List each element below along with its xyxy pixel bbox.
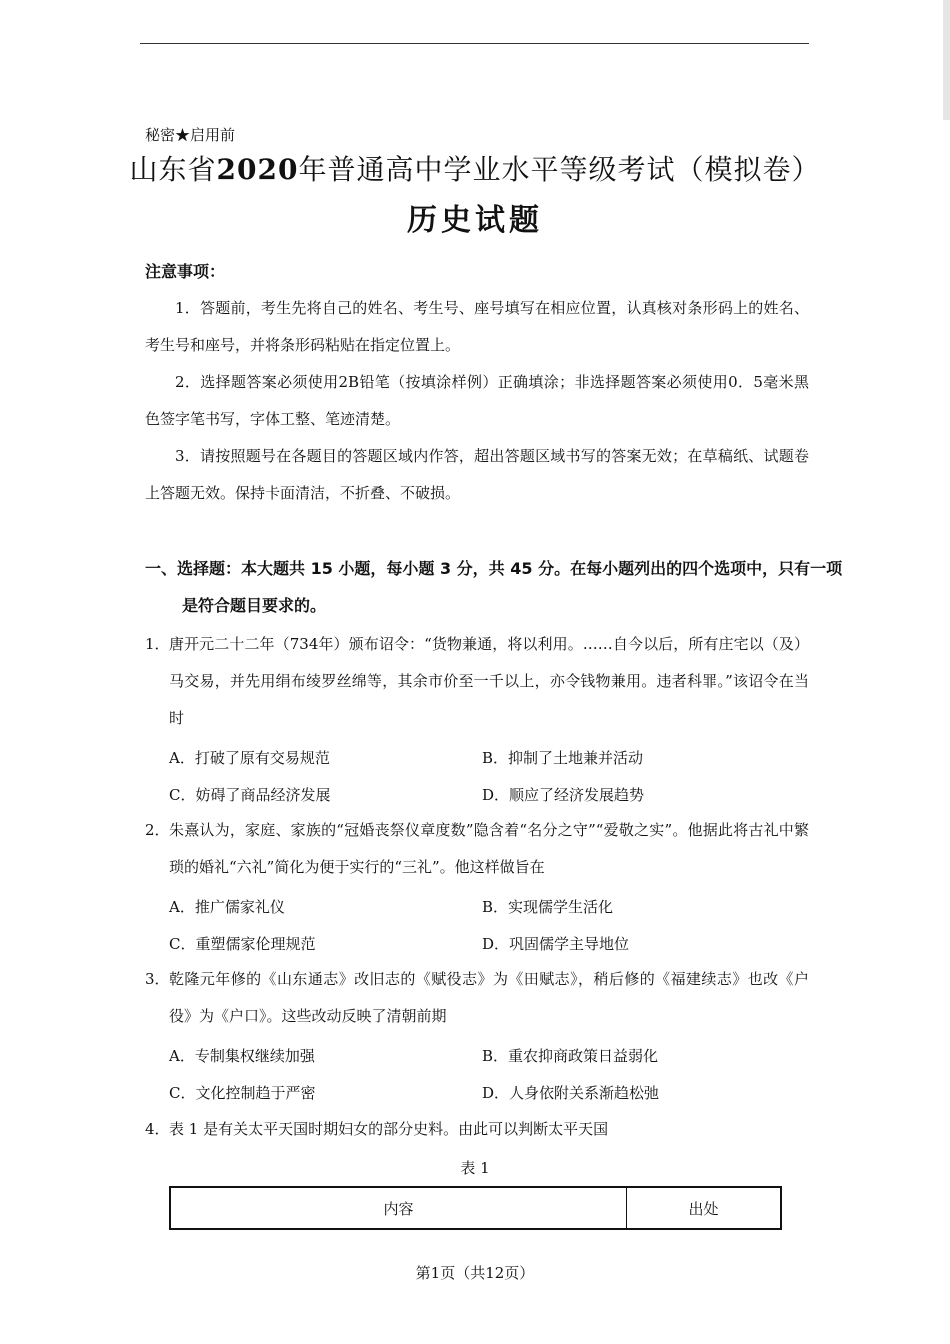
question-4 — [145, 1111, 809, 1148]
secret-label: 秘密★启用前 — [145, 126, 236, 144]
q3-option-d[interactable]: D．人身依附关系渐趋松弛 — [482, 1084, 660, 1102]
q3-option-b[interactable]: B．重农抑商政策日益弱化 — [482, 1047, 659, 1065]
source-table — [169, 1186, 782, 1230]
note-item-2: 2．选择题答案必须使用2B铅笔（按填涂样例）正确填涂；非选择题答案必须使用0．5毫米黑色签字笔书写，字体工整、笔迹清楚。 — [145, 373, 809, 428]
q3-option-c[interactable]: C．文化控制趋于严密 — [169, 1084, 316, 1102]
q2-option-b[interactable]: B．实现儒学生活化 — [482, 898, 614, 916]
table-header-source: 出处 — [627, 1187, 782, 1229]
question-1 — [145, 626, 809, 737]
table-header-content: 内容 — [170, 1187, 627, 1229]
q2-option-a[interactable]: A．推广儒家礼仪 — [169, 898, 285, 916]
table-caption: 表 1 — [460, 1159, 490, 1177]
q1-option-c[interactable]: C．妨碍了商品经济发展 — [169, 786, 331, 804]
question-3 — [145, 961, 809, 1035]
question-number: 2． — [145, 821, 170, 839]
section-heading: 一、选择题：本大题共 15 小题，每小题 3 分，共 45 分。在每小题列出的四个选项中，只有一项是符合题目要求的。 — [145, 559, 843, 615]
question-text: 朱熹认为，家庭、家族的“冠婚丧祭仪章度数”隐含着“名分之守”“爱敬之实”。他据此将古礼中繁琐的婚礼“六礼”简化为便于实行的“三礼”。他这样做旨在 — [169, 821, 809, 876]
q2-option-c[interactable]: C．重塑儒家伦理规范 — [169, 935, 316, 953]
note-item-3: 3．请按照题号在各题目的答题区域内作答，超出答题区域书写的答案无效；在草稿纸、试题卷上答题无效。保持卡面清洁，不折叠、不破损。 — [145, 447, 809, 502]
q1-option-d[interactable]: D．顺应了经济发展趋势 — [482, 786, 645, 804]
header-rule — [140, 43, 809, 44]
question-number: 3． — [145, 970, 170, 988]
question-number: 1． — [145, 635, 170, 653]
q1-option-a[interactable]: A．打破了原有交易规范 — [169, 749, 330, 767]
title-prefix: 山东省 — [129, 153, 217, 186]
question-text: 唐开元二十二年（734年）颁布诏令：“货物兼通，将以利用。……自今以后，所有庄宅以（及）马交易，并先用绢布绫罗丝绵等，其余市价至一千以上，亦令钱物兼用。违者科罪。”该诏令在当时 — [169, 635, 809, 727]
note-item-1: 1．答题前，考生先将自己的姓名、考生号、座号填写在相应位置，认真核对条形码上的姓名、考生号和座号，并将条形码粘贴在指定位置上。 — [145, 299, 809, 354]
q1-option-b[interactable]: B．抑制了土地兼并活动 — [482, 749, 644, 767]
exam-title — [0, 148, 950, 188]
page-edge-shadow — [943, 0, 950, 120]
question-2 — [145, 812, 809, 886]
table-header-row — [170, 1187, 781, 1229]
notes-heading: 注意事项： — [145, 262, 226, 281]
q3-option-a[interactable]: A．专制集权继续加强 — [169, 1047, 315, 1065]
question-text: 表 1 是有关太平天国时期妇女的部分史料。由此可以判断太平天国 — [169, 1120, 609, 1138]
title-suffix: 年普通高中学业水平等级考试（模拟卷） — [298, 153, 821, 186]
page-footer: 第1页（共12页） — [415, 1264, 535, 1282]
q2-option-d[interactable]: D．巩固儒学主导地位 — [482, 935, 630, 953]
exam-subtitle: 历史试题 — [407, 203, 543, 238]
question-text: 乾隆元年修的《山东通志》改旧志的《赋役志》为《田赋志》，稍后修的《福建续志》也改《户役》为《户口》。这些改动反映了清朝前期 — [169, 970, 809, 1025]
title-year: 2020 — [216, 153, 299, 186]
question-number: 4． — [145, 1120, 170, 1138]
